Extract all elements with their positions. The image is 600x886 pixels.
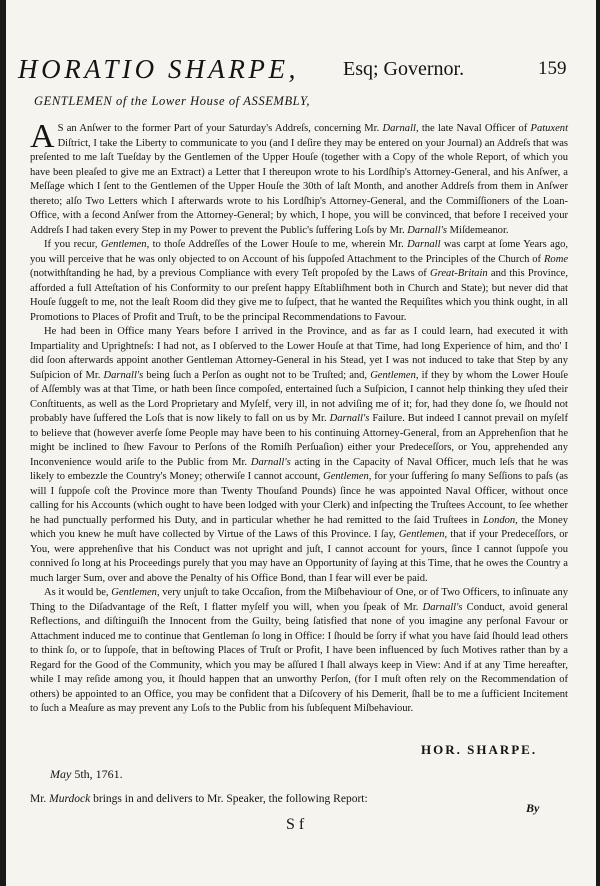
page-number: 159 — [538, 58, 567, 79]
drop-cap: A — [30, 118, 55, 155]
running-header — [6, 52, 566, 84]
letter-body — [30, 118, 569, 717]
header-title: HORATIO SHARPE, — [18, 54, 299, 84]
paragraph: A S an Anſwer to the former Part of your Saturday's Addreſs, concerning Mr. Darnall, the late Naval Officer of Patuxent Diſtrict, I take the Liberty to communicate to you (and I deſire they may be entered on your Journal) an Addreſs that was preſented to me laſt Tueſday by the Gentlemen of the Upper Houſe (together with a Copy of the whole Report, of which you have been pleaſed to give me an Extract) a Letter that I thereupon wrote to his Lordſhip's Attorney-General, and his Anſwer, a Meſſage which I ſent to the Gentlemen of the Upper Houſe the 30th of laſt Month, and another Addreſs from them in Anſwer thereto; alſo Two Letters which I afterwards wrote to his Lordſhip's Attorney-General, and the Commiſſioners of the Loan-Office, with a ſecond Anſwer from the Attorney-General; by which, I hope, you will be convinced, that before I received your Addreſs I had taken every Step in my Power to prevent the Public's ſuffering Loſs by Mr. Darnall's Miſdemeanor. — [30, 118, 569, 236]
report-introduction: Mr. Murdock brings in and delivers to Mr. Speaker, the following Report: — [30, 793, 368, 805]
paragraph: He had been in Office many Years before I arrived in the Province, and as far as I could learn, had executed it with Impartiality and Uprightneſs: I had not, as I obſerved to the Lower Houſe at that Time, had long Experience of him, and tho' I did ſoon afterwards appoint another Gentleman Attorney-General in his Stead, yet I was not induced to take that Step by any Suſpicion of Mr. Darnall's being ſuch a Perſon as ought not to be Truſted; and, Gentlemen, if they by whom the Lower Houſe of Aſſembly was at that Time, or hath been ſince compoſed, entertained ſuch a Suſpicion, I cannot help thinking they uſed their Conſtituents, as well as the Lord Proprietary and Myſelf, very ill, in not adviſing me of it; for, had they done ſo, we ſhould not probably have ſuffered the Loſs that is now likely to fall on us by Mr. Darnall's Failure. But indeed I cannot prevail on myſelf to believe that (however averſe ſome People may have been to his continuing Attorney-General, from an Apprehenſion that he might be inclined to ſhew Favour to Perſons of the Romiſh Perſuaſion) either your Predeceſſors, or You, apprehended any Inconvenience would ariſe to the Public from Mr. Darnall's acting in the Capacity of Naval Officer, much leſs that he was likely to embezzle the Country's Money; otherwiſe I cannot account, Gentlemen, for your ſuffering ſo many Seſſions to paſs (as will I ſuppoſe coſt the Province more than Twenty Thouſand Pounds) ſince he was appointed Naval Officer, without once calling for his Accounts (which ought to have been lodged with your Clerk) and inſpecting the Truſtees Account, to ſee whether he had punctually performed his Duty, and in particular whether he had remitted to the ſaid Truſtees in London, the Money which you knew he muſt have collected by Virtue of the Laws of this Province. I ſay, Gentlemen, that if your Predeceſſors, or You, were apprehenſive that his Conduct was not upright and juſt, I cannot account for yours, ſince I cannot ſuppoſe you connived ſo long at his Proceedings purely that you may have an Opportunity of ſaying at this Time, that he owes the Country a much larger Sum, over and above the Penalty of his Office Bond, than I fear will ever be paid. — [30, 326, 569, 584]
signature-mark: S f — [286, 816, 305, 833]
salutation: GENTLEMEN of the Lower House of ASSEMBLY, — [34, 94, 311, 108]
signature: HOR. SHARPE. — [421, 742, 538, 757]
header-subtitle: Esq; Governor. — [343, 58, 465, 80]
paragraph: If you recur, Gentlemen, to thoſe Addreſſes of the Lower Houſe to me, wherein Mr. Darnall was carpt at ſome Years ago, you will perceive that he was only objected to on Account of his ſuppoſed Attachment to the Principles of the Church of Rome (notwithſtanding he had, by a previous Compliance with every Teſt propoſed by the Laws of Great-Britain and this Province, afforded a full Atteſtation of his Conformity to our preſent happy Eſtabliſhment both in Church and State); but never did that Houſe ſuggeſt to me, not the leaſt Room did they give me to ſuſpect, that he wanted the Requiſites which you think ought, in all Promotions to Places of Profit and Truſt, to be the principal Recommendations to Favour. — [30, 239, 568, 323]
document-page — [6, 0, 596, 886]
paragraph: As it would be, Gentlemen, very unjuſt to take Occaſion, from the Miſbehaviour of One, or of Two Officers, to inſinuate any Thing to the Diſadvantage of the Reſt, I flatter myſelf you will, when you ſpeak of Mr. Darnall's Conduct, avoid general Reflections, and diſtinguiſh the Innocent from the Guilty, being ſatisfied that none of you imagine any perſonal Favour or Attachment induced me to continue that Gentleman ſo long in Office: I ſhould be ſorry if what you have ſaid ſhould lead others to think ſo, or to ſuppoſe, that in beſtowing Places of Truſt or Profit, I have been influenced by ſuch Motives rather than by a Regard for the Good of the Community, which you may be aſſured I ſhall always keep in View: And if at any Time hereafter, while I may reſide among you, it ſhould happen that an unworthy Perſon, (for I muſt often rely on the Recommendation of others) be appointed to an Office, you may be confident that a Diſcovery of his Demerit, ſhall be to me a ſufficient Incitement to ſuch a Meaſure as may prevent any Loſs to the Public from his ſubſequent Miſbehaviour. — [30, 587, 568, 714]
catchword: By — [526, 801, 540, 815]
date-line: May 5th, 1761. — [50, 767, 123, 781]
